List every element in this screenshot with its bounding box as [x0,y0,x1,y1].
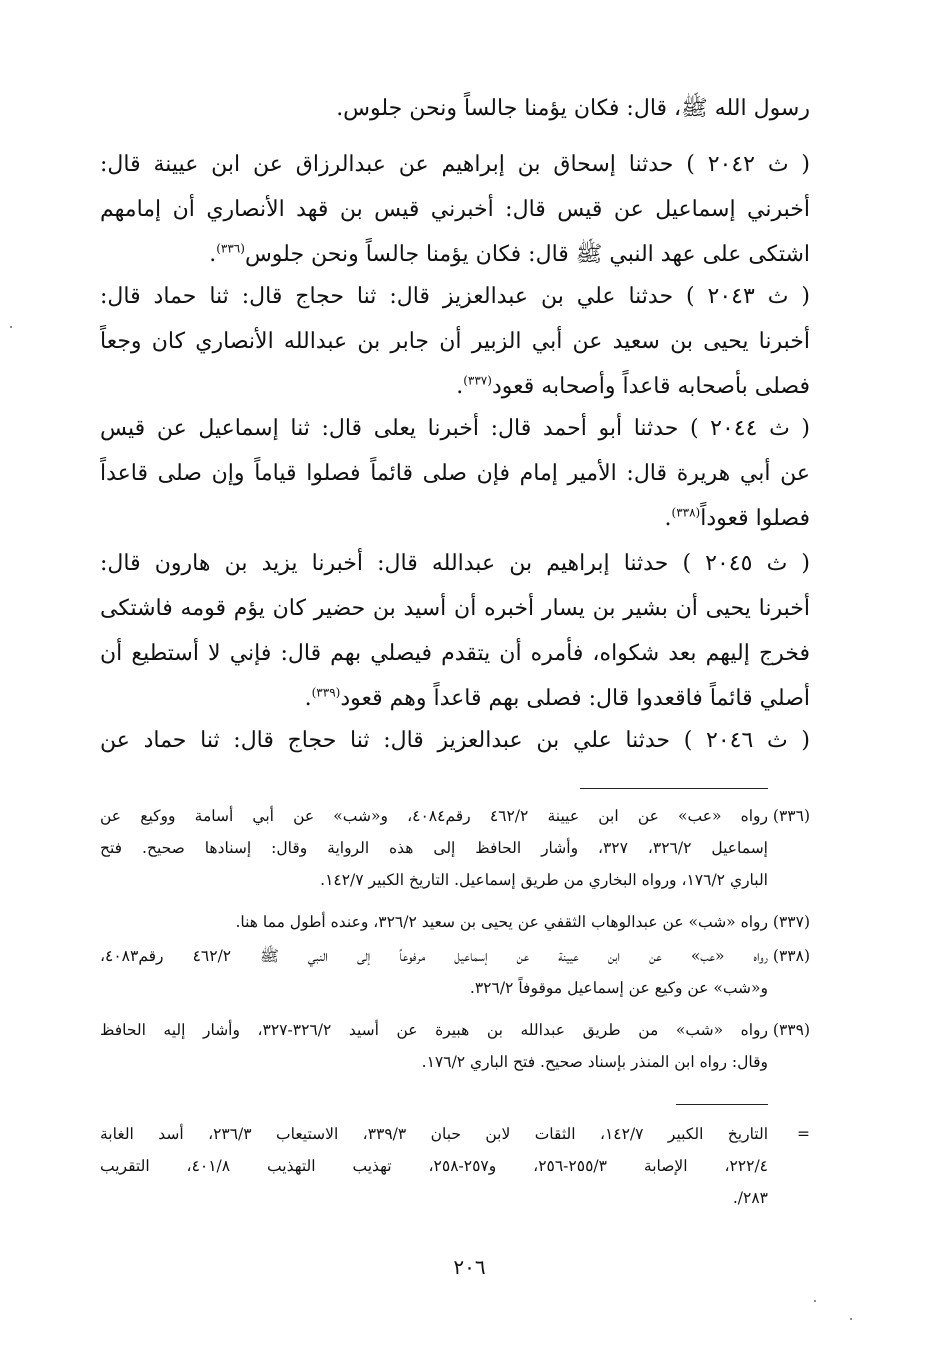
footnote-number: (٣٣٩) [772,1021,810,1039]
scan-speck [850,1318,852,1320]
footnote-line: إسماعيل ٣٢٦/٢، ٣٢٧، وأشار الحافظ إلى هذه الرواية وقال: إسنادها صحيح. فتح [100,839,768,857]
footnote-line: وقال: رواه ابن المنذر بإسناد صحيح. فتح الباري ١٧٦/٢. [421,1053,768,1071]
text-line: ( ث ٢٠٤٢ ) حدثنا إسحاق بن إبراهيم عن عبدالرزاق عن ابن عيينة قال: [100,152,810,177]
footnote-337 [100,906,810,938]
text-line [100,496,810,541]
text-line: عن أبي هريرة قال: الأمير إمام فإن صلى قائماً فصلوا قياماً وإن صلى قاعداً [100,461,810,486]
continuation-marker: = [797,1125,810,1143]
hadith-2046 [100,718,810,763]
text-line [100,364,810,409]
text-line: فخرج إليهم بعد شكواه، فأمره أن يتقدم فيصلي بهم قال: فإني لا أستطيع أن [100,641,810,666]
hadith-2043 [100,274,810,409]
text-span: رواه «شب» عن عبدالوهاب الثقفي عن يحيى بن سعيد ٣٢٦/٢، وعنده أطول مما هنا. [235,913,768,931]
footnote-number: (٣٣٨) [772,947,810,965]
footnote-separator [580,788,768,789]
text-line: ( ث ٢٠٤٥ ) حدثنا إبراهيم بن عبدالله قال: أخبرنا يزيد بن هارون قال: [100,551,810,576]
text-span: التاريخ الكبير ١٤٢/٧، الثقات لابن حبان ٣٣٩/٣، الاستيعاب ٢٣٦/٣، أسد الغابة [100,1125,769,1143]
text-span: اشتكى على عهد النبي ﷺ قال: فكان يؤمنا جالساً ونحن جلوس [244,242,810,267]
scan-speck [10,326,12,328]
hadith-2042 [100,142,810,277]
text-span: رواه «عب» عن ابن عيينة ٤٦٢/٢ رقم٤٠٨٤، و«شب» عن أبي أسامة ووكيع عن [100,807,769,825]
continuation-note [100,1118,810,1214]
text-line: ( ث ٢٠٤٤ ) حدثنا أبو أحمد قال: أخبرنا يعلى قال: ثنا إسماعيل عن قيس [100,416,810,441]
hadith-2045 [100,541,810,721]
footnote-line [100,1118,810,1150]
footnote-line: ٢٢٢/٤، الإصابة ٢٥٥/٣-٢٥٦، و٢٥٧-٢٥٨، تهذيب التهذيب ٤٠١/٨، التقريب [100,1157,768,1175]
text-span: رواه «عب» عن ابن عيينة عن إسماعيل مرفوعاً إلى النبي ﷺ ٤٦٢/٢ رقم٤٠٨٣، [100,947,768,965]
footnote-336 [100,800,810,896]
text-line: أخبرنا يحيى بن سعيد عن أبي الزبير أن جابر بن عبدالله الأنصاري كان وجعاً [100,329,810,354]
footnote-line: ٢٨٣/. [732,1189,768,1207]
footnote-line [100,1014,810,1046]
period: . [456,374,464,399]
text-line [100,676,810,721]
period: . [209,242,217,267]
period: . [304,686,312,711]
footnote-ref: (٣٣٩) [311,685,341,700]
footnote-number: (٣٣٧) [772,913,810,931]
footnote-ref: (٣٣٧) [463,373,492,388]
footnote-339 [100,1014,810,1078]
text-span: فصلوا قعوداً [700,506,810,531]
paragraph-continuation [100,86,810,131]
footnote-line: و«شب» عن وكيع عن إسماعيل موقوفاً ٣٢٦/٢. [469,979,768,997]
footnote-line [100,906,810,938]
text-line: أخبرنا يحيى أن بشير بن يسار أخبره أن أسيد بن حضير كان يؤم قومه فاشتكى [100,596,810,621]
hadith-2044 [100,406,810,541]
footnote-line: الباري ١٧٦/٢، ورواه البخاري من طريق إسماعيل. التاريخ الكبير ١٤٢/٧. [320,871,768,889]
footnote-line [100,940,810,972]
text-line [100,232,810,277]
page-number: ٢٠٦ [453,1255,486,1279]
period: . [664,506,672,531]
text-span: أصلي قائماً فاقعدوا قال: فصلى بهم قاعداً وهم قعود [340,686,810,711]
text-span: فصلى بأصحابه قاعداً وأصحابه قعود [491,374,810,399]
footnote-ref: (٣٣٨) [671,505,701,520]
footnote-number: (٣٣٦) [772,807,810,825]
text-line: ( ث ٢٠٤٦ ) حدثنا علي بن عبدالعزيز قال: ثنا حجاج قال: ثنا حماد عن [100,728,810,753]
scan-speck [814,1300,816,1302]
text-line: أخبرني إسماعيل عن قيس قال: أخبرني قيس بن قهد الأنصاري أن إمامهم [100,197,810,222]
text-line: رسول الله ﷺ، قال: فكان يؤمنا جالساً ونحن جلوس. [336,96,810,121]
footnote-338 [100,940,810,1004]
text-line: ( ث ٢٠٤٣ ) حدثنا علي بن عبدالعزيز قال: ثنا حجاج قال: ثنا حماد قال: [100,284,810,309]
continuation-separator [676,1104,768,1105]
footnote-ref: (٣٣٦) [216,241,245,256]
footnote-line [100,800,810,832]
text-span: رواه «شب» من طريق عبدالله بن هبيرة عن أسيد ٣٢٦/٢-٣٢٧، وأشار إليه الحافظ [100,1021,768,1039]
